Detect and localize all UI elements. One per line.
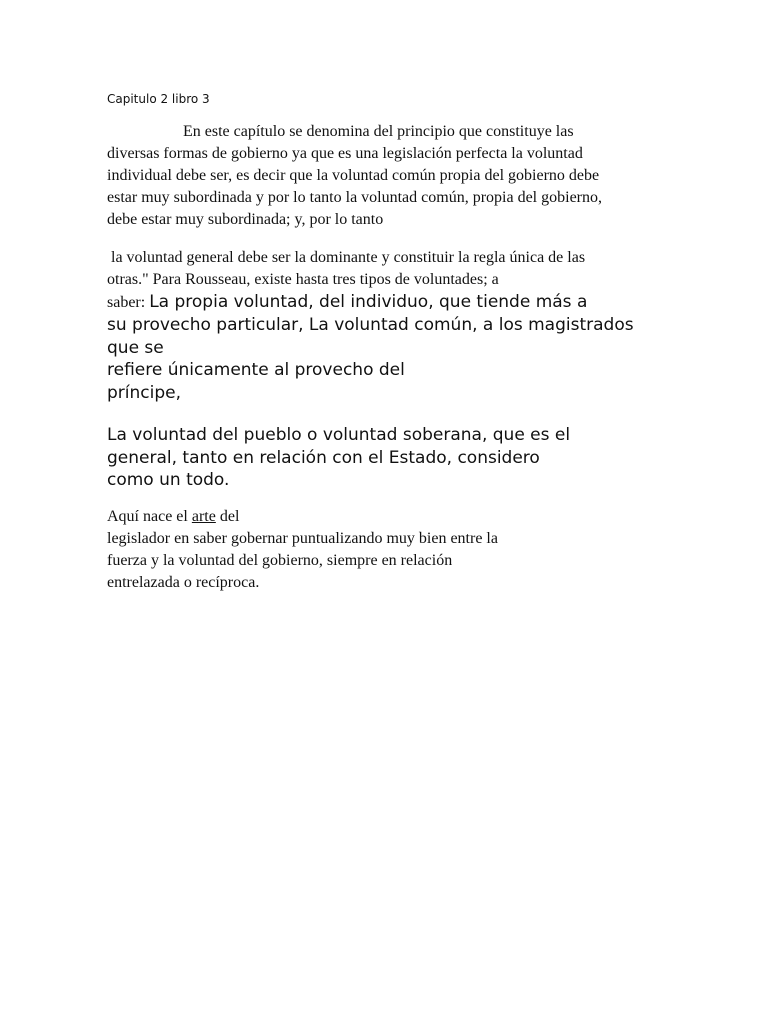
paragraph-line-with-link bbox=[107, 506, 498, 528]
paragraph-line: la voluntad general debe ser la dominante y constituir la regla única de las bbox=[111, 249, 586, 266]
paragraph-line: fuerza y la voluntad del gobierno, siempre en relación bbox=[107, 552, 453, 569]
line-prefix: Aquí nace el bbox=[107, 508, 192, 525]
sans-line: su provecho particular, La voluntad común, a los magistrados bbox=[107, 315, 634, 335]
paragraph-line: otras." Para Rousseau, existe hasta tres tipos de voluntades; a bbox=[107, 271, 499, 288]
sans-line: que se bbox=[107, 337, 164, 358]
sans-line: general, tanto en relación con el Estado, considero bbox=[107, 447, 540, 468]
paragraph-intro bbox=[107, 121, 602, 231]
sans-line: refiere únicamente al provecho del bbox=[107, 360, 405, 380]
paragraph-line: individual debe ser, es decir que la voluntad común propia del gobierno debe bbox=[107, 167, 600, 184]
voluntad-list-block bbox=[107, 314, 634, 404]
sans-line: príncipe, bbox=[107, 382, 182, 403]
document-heading: Capitulo 2 libro 3 bbox=[107, 92, 210, 106]
sans-line: como un todo. bbox=[107, 470, 230, 490]
paragraph-line: debe estar muy subordinada; y, por lo tanto bbox=[107, 211, 384, 228]
lead-in-text: saber: bbox=[107, 294, 150, 311]
sans-inline-text: La propia voluntad, del individuo, que tiende más a bbox=[149, 292, 588, 312]
paragraph-legislador bbox=[107, 506, 498, 594]
paragraph-line: estar muy subordinada y por lo tanto la voluntad común, propia del gobierno, bbox=[107, 189, 602, 206]
voluntad-soberana-block bbox=[107, 424, 570, 492]
sans-line: La voluntad del pueblo o voluntad soberana, que es el bbox=[107, 425, 571, 445]
paragraph-line: legislador en saber gobernar puntualizando muy bien entre la bbox=[107, 530, 498, 547]
paragraph-line: entrelazada o recíproca. bbox=[107, 574, 260, 591]
paragraph-line-mixed bbox=[107, 291, 587, 314]
line-suffix: del bbox=[215, 508, 240, 525]
paragraph-voluntades bbox=[107, 247, 587, 314]
arte-link[interactable]: arte bbox=[191, 508, 216, 525]
paragraph-line: diversas formas de gobierno ya que es una legislación perfecta la voluntad bbox=[107, 145, 583, 162]
paragraph-line: En este capítulo se denomina del principio que constituye las bbox=[183, 123, 574, 140]
